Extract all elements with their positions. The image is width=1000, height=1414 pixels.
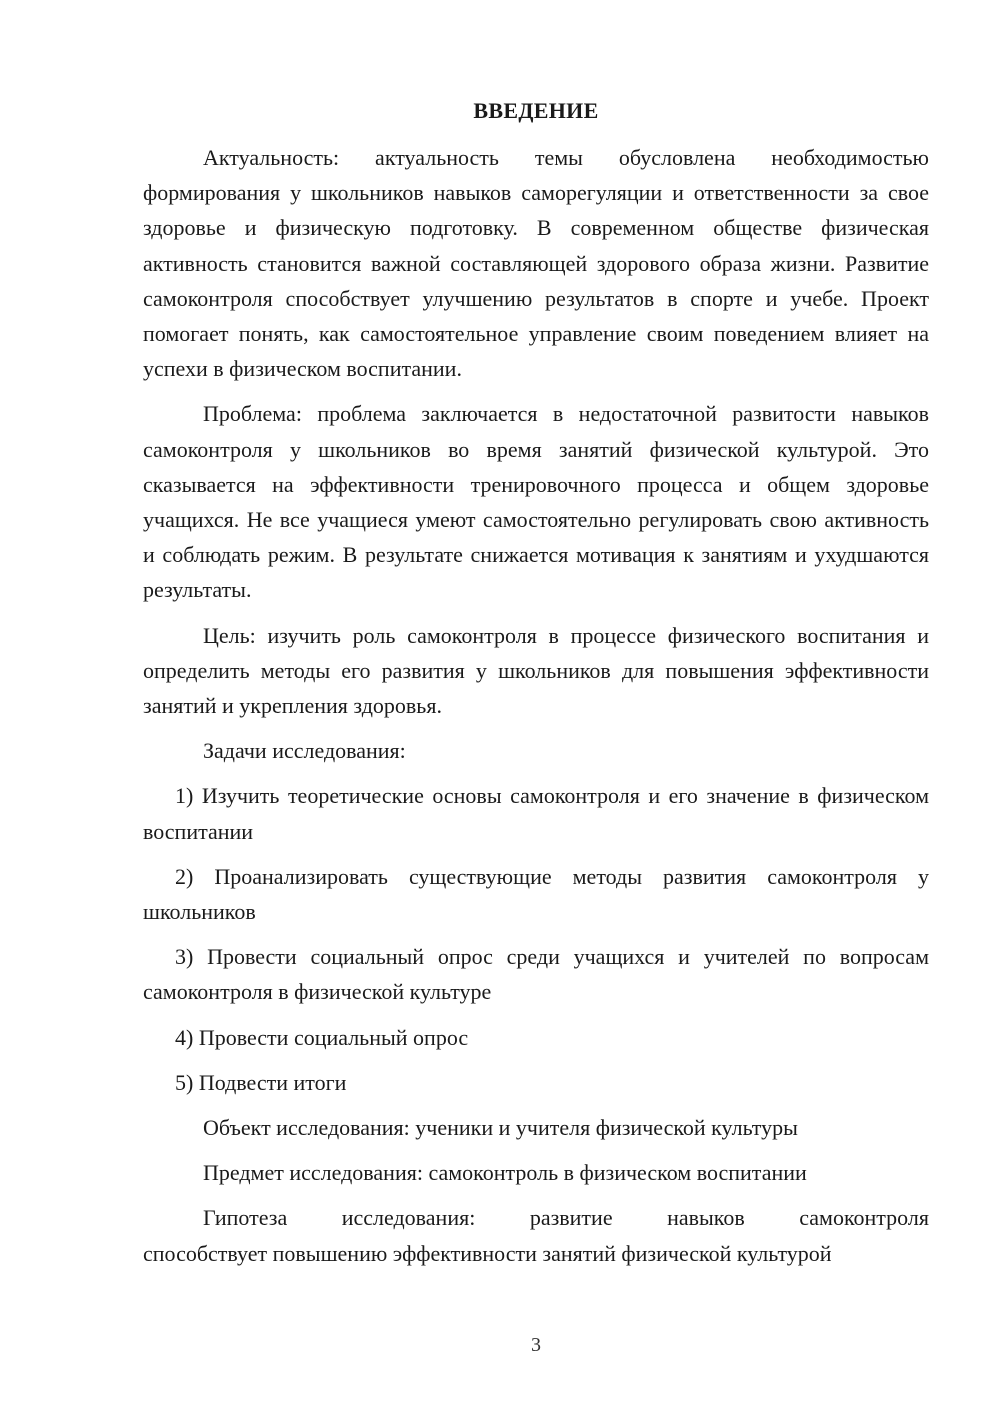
research-subject: Предмет исследования: самоконтроль в физическом воспитании — [203, 1160, 807, 1186]
tasks-heading: Задачи исследования: — [203, 738, 406, 764]
list-item: 4) Провести социальный опрос — [175, 1024, 469, 1050]
list-item: 1) Изучить теоретические основы самоконтроля и его значение в физическом воспитании — [143, 783, 929, 844]
paragraph-problem: Проблема: проблема заключается в недостаточной развитости навыков самоконтроля у школьников во время занятий физической культурой. Это сказывается на эффективности тренировочного процесса и общем здоровье учащихся. Не все учащиеся умеют самостоятельно регулировать свою активность и соблюдать режим. В результате снижается мотивация к занятиям и ухудшаются результаты. — [143, 401, 929, 603]
list-item: 5) Подвести итоги — [175, 1069, 347, 1095]
paragraph-goal: Цель: изучить роль самоконтроля в процессе физического воспитания и определить методы его развития у школьников для повышения эффективности занятий и укрепления здоровья. — [143, 622, 929, 719]
paragraph-relevance: Актуальность: актуальность темы обусловлена необходимостью формирования у школьников навыков саморегуляции и ответственности за свое здоровье и физическую подготовку. В современном обществе физическая активность становится важной составляющей здорового образа жизни. Развитие самоконтроля способствует улучшению результатов в спорте и учебе. Проект помогает понять, как самостоятельное управление своим поведением влияет на успехи в физическом воспитании. — [143, 145, 929, 382]
tasks-list — [143, 778, 929, 1100]
hypothesis-line-1: Гипотеза исследования: развитие навыков самоконтроля — [203, 1205, 929, 1231]
research-object: Объект исследования: ученики и учителя физической культуры — [203, 1115, 798, 1141]
research-hypothesis — [143, 1200, 929, 1270]
document-page — [143, 95, 929, 1271]
page-number: 3 — [531, 1334, 541, 1356]
hypothesis-line-2: способствует повышению эффективности занятий физической культурой — [143, 1240, 832, 1266]
document-title: ВВЕДЕНИЕ — [473, 98, 599, 123]
list-item: 3) Провести социальный опрос среди учащихся и учителей по вопросам самоконтроля в физической культуре — [143, 944, 929, 1005]
list-item: 2) Проанализировать существующие методы развития самоконтроля у школьников — [143, 863, 929, 925]
